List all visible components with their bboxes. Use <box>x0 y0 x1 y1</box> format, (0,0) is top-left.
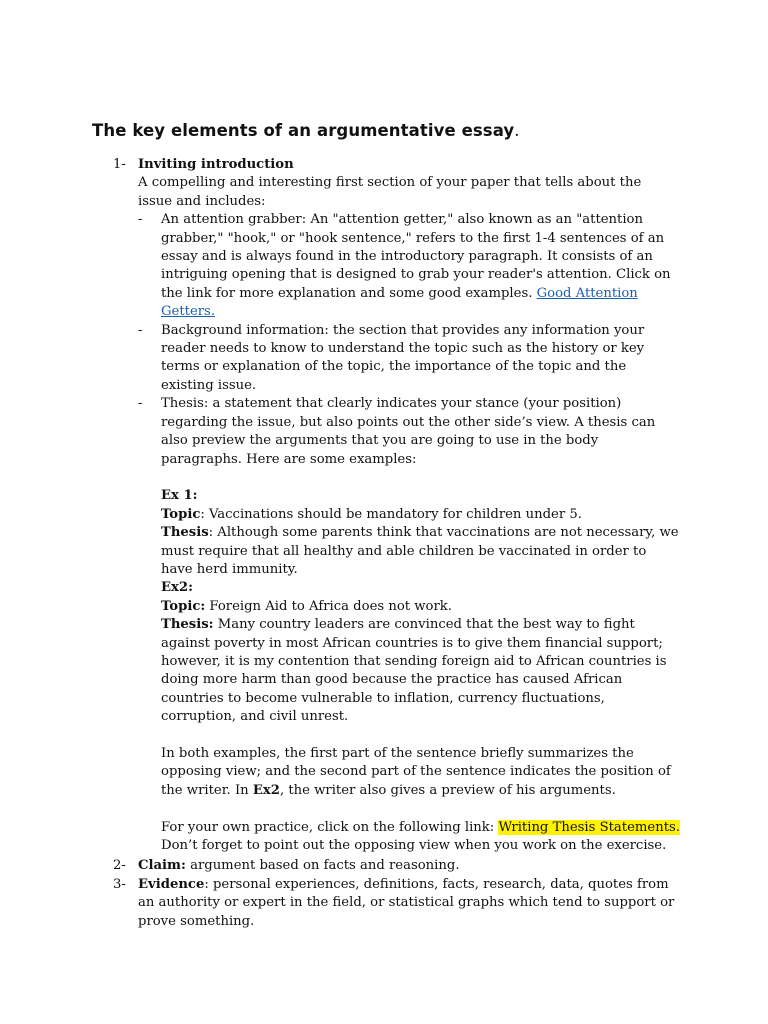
topic-text: : Vaccinations should be mandatory for children under 5. <box>200 506 582 522</box>
spacer <box>161 469 681 487</box>
spacer <box>161 727 681 745</box>
item-intro: A compelling and interesting first section of your paper that tells about the issue and includes: <box>138 175 642 209</box>
practice-paragraph <box>161 819 681 856</box>
list-item-1 <box>113 156 678 855</box>
sub-item-background <box>138 322 678 396</box>
spacer <box>161 800 681 818</box>
sub-item-text: Thesis: a statement that clearly indicates your stance (your position) regarding the issue, but also points out the other side’s view. A thesis can also preview the arguments that you are going to use in the body paragraphs. Here are some examples: <box>161 396 656 467</box>
list-number: 2- <box>113 858 126 873</box>
topic-text: Foreign Aid to Africa does not work. <box>205 598 452 614</box>
topic-label: Topic: <box>161 598 206 614</box>
sub-item-body <box>161 395 681 855</box>
document-title <box>92 122 520 140</box>
example-thesis <box>161 616 681 726</box>
example-topic <box>161 506 681 524</box>
sub-item-text: An attention grabber: An "attention getter," also known as an "attention grabber," "hook," or "hook sentence," refers to the first 1-4 sentences of an essay and is always found in the introductory paragraph. It consists of an intriguing opening that is designed to grab your reader's attention. Click on the link for more explanation and some good examples. <box>161 212 671 301</box>
list-number: 1- <box>113 157 126 172</box>
summary-text: In both examples, the first part of the sentence briefly summarizes the opposing view; and the second part of the sentence indicates the position of the writer. In <box>161 745 671 798</box>
item-heading: Claim: <box>138 858 186 873</box>
writing-thesis-statements-link[interactable]: Writing Thesis Statements. <box>498 819 680 835</box>
topic-label: Topic <box>161 506 201 522</box>
summary-bold: Ex2 <box>252 782 280 798</box>
item-text: : personal experiences, definitions, facts, research, data, quotes from an authority or expert in the field, or statistical graphs which tend to support or prove something. <box>138 877 675 929</box>
sub-item-body <box>161 211 681 321</box>
summary-paragraph <box>161 745 681 800</box>
example-label: Ex 1: <box>161 488 198 504</box>
practice-text: Don’t forget to point out the opposing view when you work on the exercise. <box>161 837 667 853</box>
good-attention-getters-link[interactable]: Good Attention Getters. <box>161 285 638 320</box>
dash-bullet: - <box>138 212 143 228</box>
item-text: argument based on facts and reasoning. <box>185 858 460 873</box>
thesis-text: : Although some parents think that vaccinations are not necessary, we must require that all healthy and able children be vaccinated in order to have herd immunity. <box>161 525 679 577</box>
example-topic <box>161 598 681 616</box>
title-text: The key elements of an argumentative essay <box>92 121 515 140</box>
example-thesis <box>161 524 681 579</box>
thesis-text: Many country leaders are convinced that the best way to fight against poverty in most African countries is to give them financial support; however, it is my contention that sending foreign aid to African countries is doing more harm than good because the practice has caused African countries to become vulnerable to inflation, currency fluctuations, corruption, and civil unrest. <box>161 617 667 725</box>
sub-item-attention-grabber <box>138 211 678 321</box>
title-period: . <box>514 121 520 140</box>
example-label: Ex2: <box>161 580 193 596</box>
practice-text: For your own practice, click on the following link: <box>161 819 499 835</box>
list-item-body <box>138 857 678 875</box>
sub-item-text: Background information: the section that provides any information your reader needs to know to understand the topic such as the history or key terms or explanation of the topic, the importance of the topic and the existing issue. <box>161 322 645 393</box>
list-item-2 <box>113 857 678 875</box>
summary-text: , the writer also gives a preview of his arguments. <box>279 782 616 798</box>
thesis-label: Thesis <box>161 525 209 541</box>
item-heading: Inviting introduction <box>138 157 294 172</box>
thesis-label: Thesis: <box>161 617 214 633</box>
list-number: 3- <box>113 877 126 892</box>
list-item-body <box>138 156 678 855</box>
item-heading: Evidence <box>138 877 205 892</box>
list-item-3 <box>113 876 678 931</box>
dash-bullet: - <box>138 322 143 338</box>
dash-bullet: - <box>138 396 143 412</box>
sub-item-thesis <box>138 395 678 855</box>
list-item-body <box>138 876 678 931</box>
